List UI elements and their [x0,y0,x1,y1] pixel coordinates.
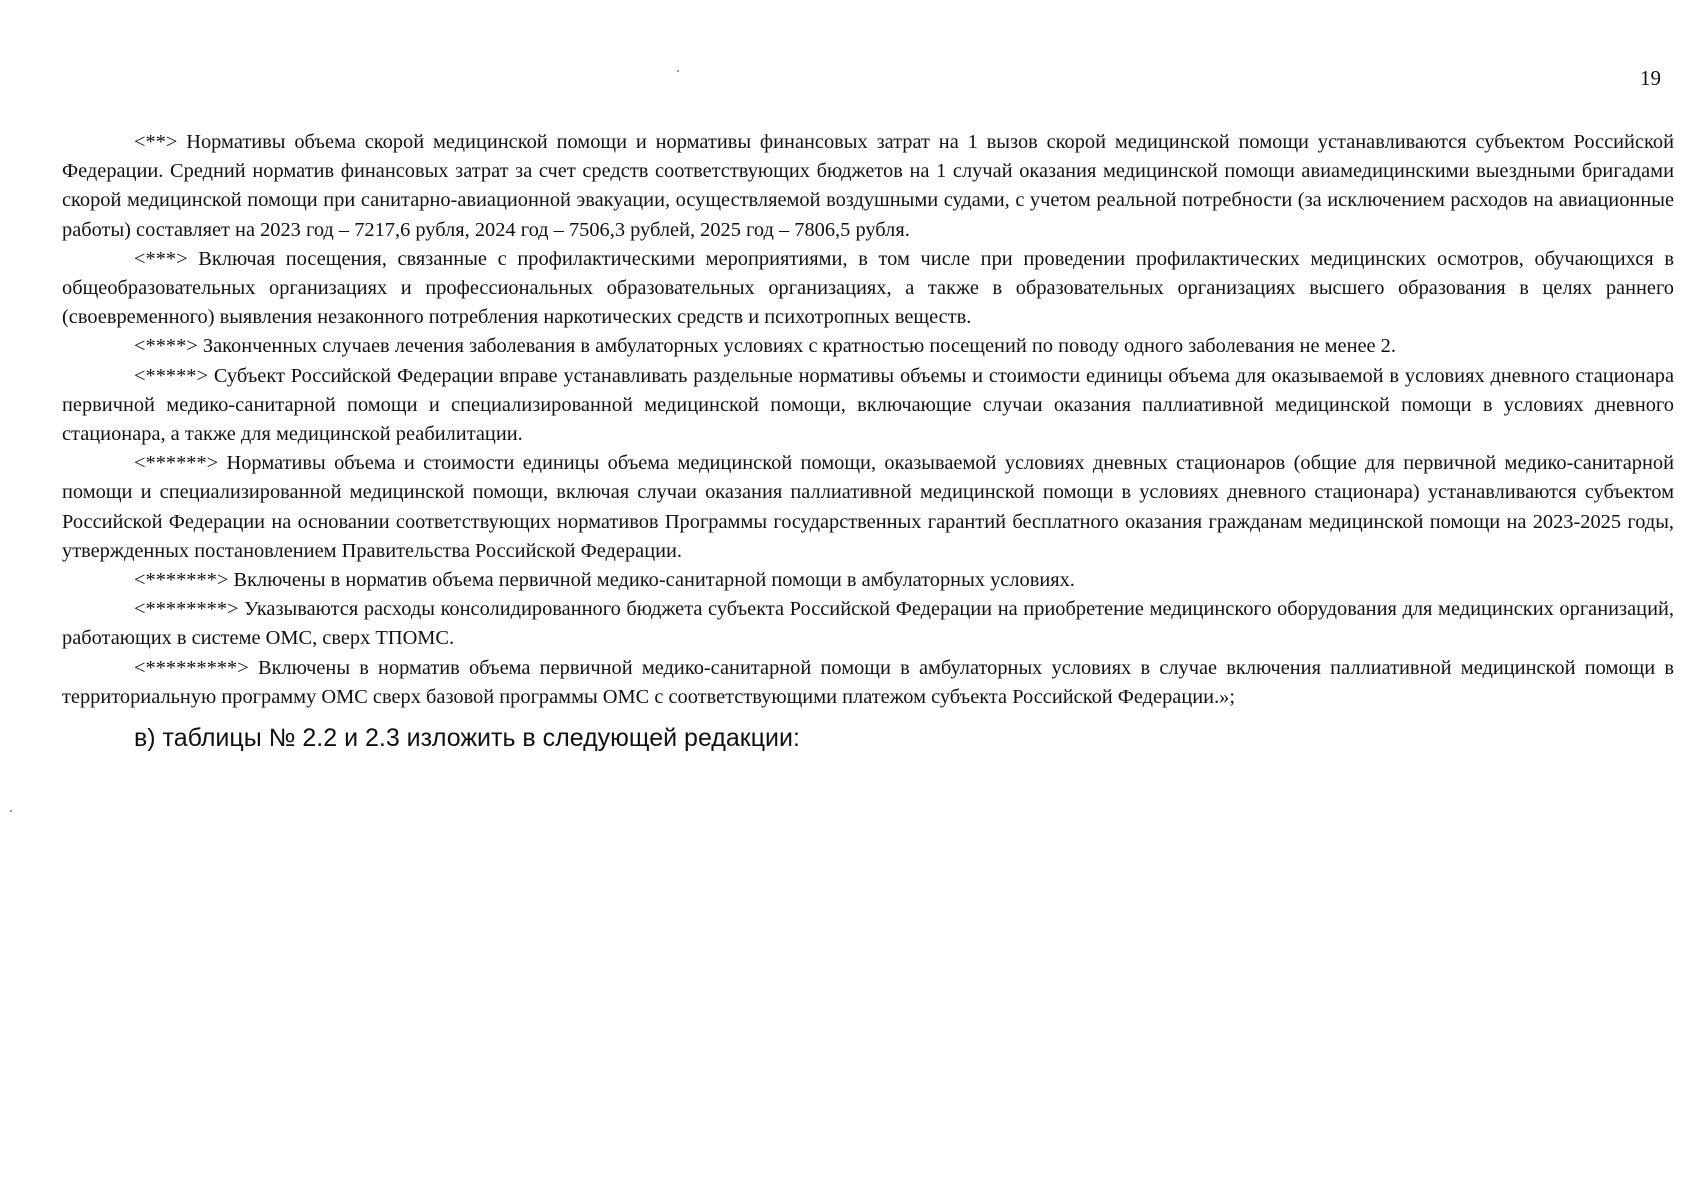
footnote-2: <**> Нормативы объема скорой медицинской помощи и нормативы финансовых затрат на 1 вызов скорой медицинской помощи устанавливаются субъектом Российской Федерации. Средний норматив финансовых затрат за счет средств соответствующих бюджетов на 1 случай оказания медицинской помощи авиамедицинскими выездными бригадами скорой медицинской помощи при санитарно-авиационной эвакуации, осуществляемой воздушными судами, с учетом реальной потребности (за исключением расходов на авиационные работы) составляет на 2023 год – 7217,6 рубля, 2024 год – 7506,3 рублей, 2025 год – 7806,5 рубля. [62,131,1674,241]
footnote-9: <*********> Включены в норматив объема первичной медико-санитарной помощи в амбулаторных условиях в случае включения паллиативной медицинской помощи в территориальную программу ОМС сверх базовой программы ОМС с соответствующими платежом субъекта Российской Федерации.»; [62,656,1674,708]
page-number: 19 [1640,66,1661,90]
footnote-8: <********> Указываются расходы консолидированного бюджета субъекта Российской Федерации на приобретение медицинского оборудования для медицинских организаций, работающих в системе ОМС, сверх ТПОМС. [62,598,1674,650]
footnote-6: <******> Нормативы объема и стоимости единицы объема медицинской помощи, оказываемой условиях дневных стационаров (общие для первичной медико-санитарной помощи и специализированной медицинской помощи, включая случаи оказания паллиативной медицинской помощи в условиях дневного стационара) устанавливаются субъектом Российской Федерации на основании соответствующих нормативов Программы государственных гарантий бесплатного оказания гражданам медицинской помощи на 2023-2025 годы, утвержденных постановлением Правительства Российской Федерации. [62,452,1674,562]
document-body [62,128,1674,754]
footnote-7: <*******> Включены в норматив объема первичной медико-санитарной помощи в амбулаторных условиях. [134,569,1075,592]
footnote-3: <***> Включая посещения, связанные с профилактическими мероприятиями, в том числе при проведении профилактических медицинских осмотров, обучающихся в общеобразовательных организациях и профессиональных образовательных организациях, а также в образовательных организациях высшего образования в целях раннего (своевременного) выявления незаконного потребления наркотических средств и психотропных веществ. [62,247,1674,329]
footnote-4: <****> Законченных случаев лечения заболевания в амбулаторных условиях с кратностью посещений по поводу одного заболевания не менее 2. [134,335,1396,358]
scan-speck [677,70,679,72]
scan-speck [10,810,12,812]
footnote-5: <*****> Субъект Российской Федерации вправе устанавливать раздельные нормативы объемы и стоимости единицы объема для оказываемой в условиях дневного стационара первичной медико-санитарной помощи и специализированной медицинской помощи, включающие случаи оказания паллиативной медицинской помощи в условиях дневного стационара, а также для медицинской реабилитации. [62,364,1674,446]
amendment-instruction: в) таблицы № 2.2 и 2.3 изложить в следующей редакции: [134,724,800,753]
